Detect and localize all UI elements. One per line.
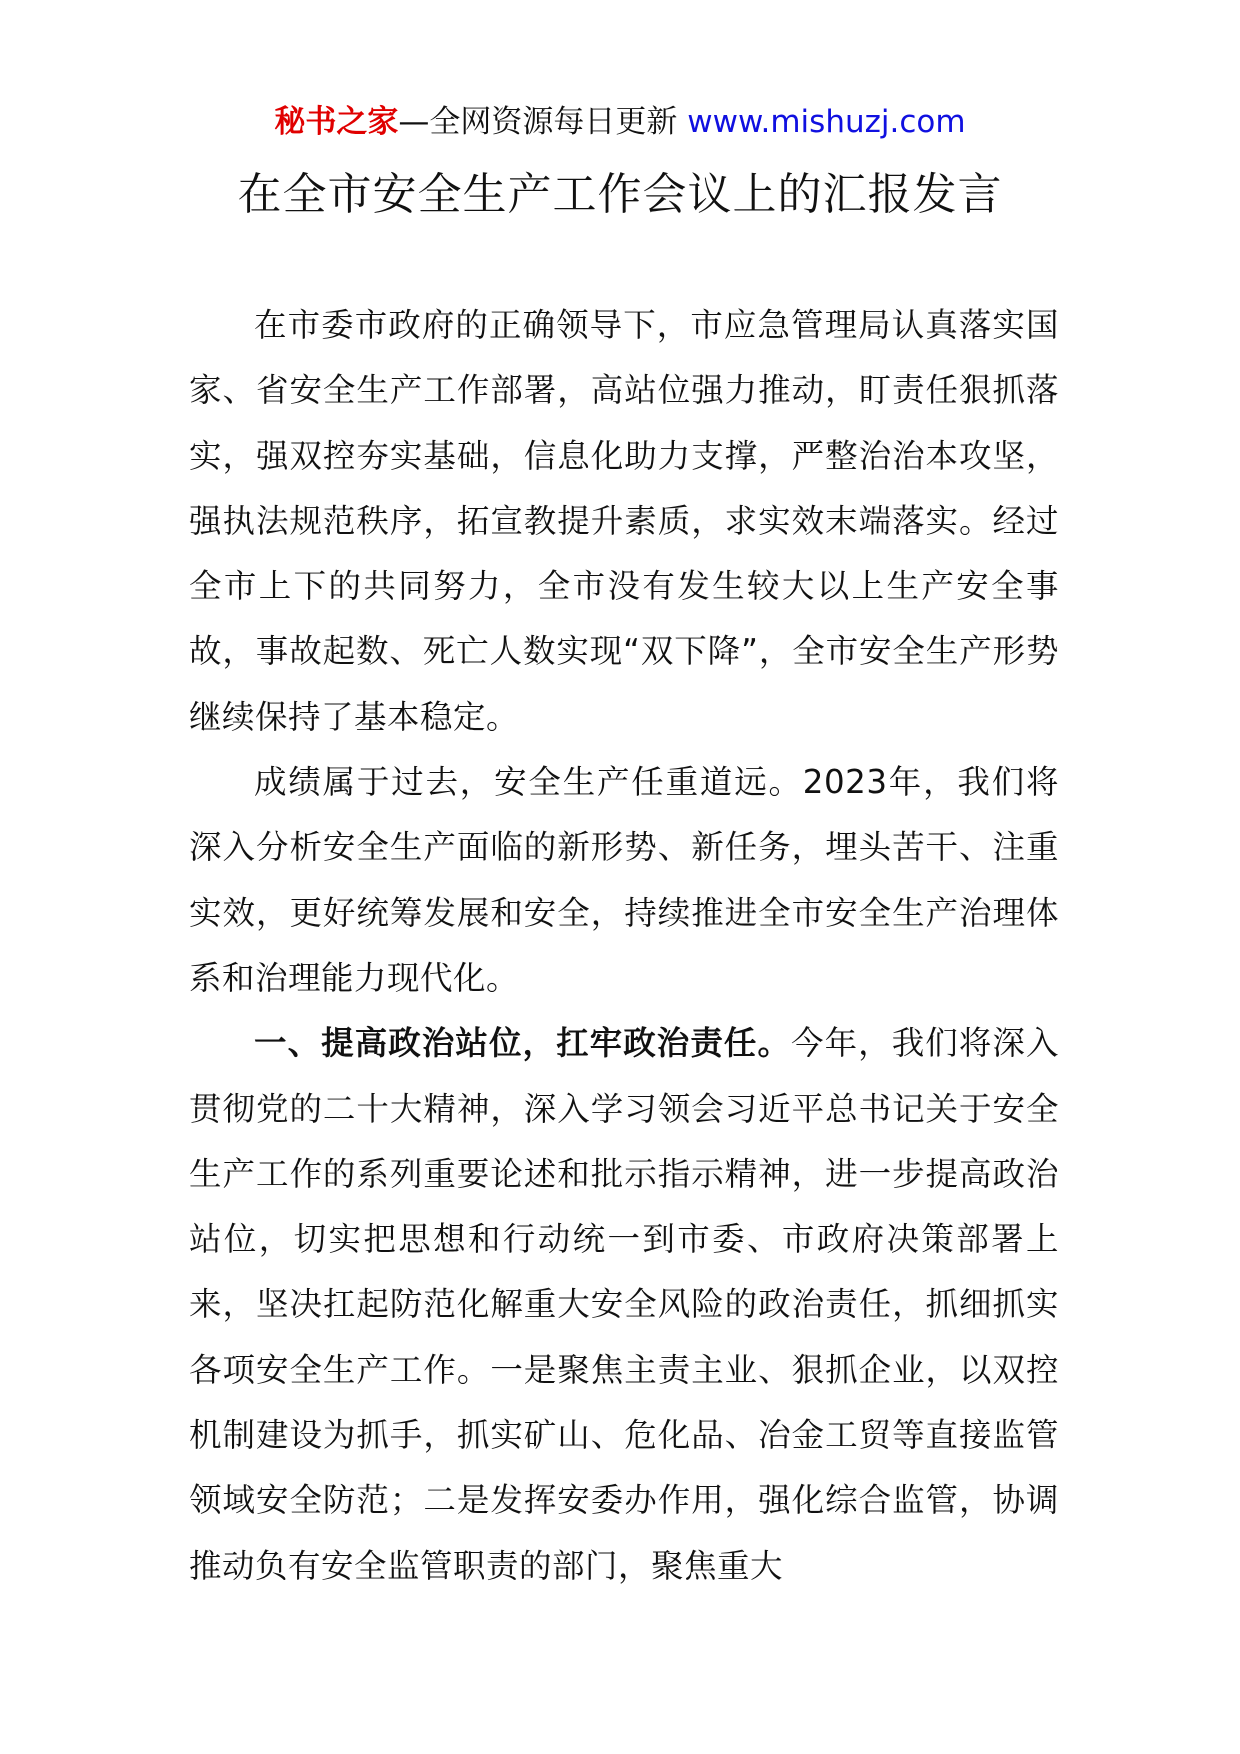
paragraph-2-text: 成绩属于过去，安全生产任重道远。2023年，我们将深入分析安全生产面临的新形势、新任务，埋头苦干、注重实效，更好统筹发展和安全，持续推进全市安全生产治理体系和治理能力现代化。 — [189, 763, 1059, 997]
section-heading: 一、提高政治站位，扛牢政治责任。 — [254, 1024, 792, 1063]
site-header — [0, 100, 1240, 144]
document-title: 在全市安全生产工作会议上的汇报发言 — [237, 169, 1003, 220]
paragraph-3 — [189, 1011, 1059, 1599]
site-url: www.mishuzj.com — [687, 104, 966, 140]
paragraph-3-text: 今年，我们将深入贯彻党的二十大精神，深入学习领会习近平总书记关于安全生产工作的系列重要论述和批示指示精神，进一步提高政治站位，切实把思想和行动统一到市委、市政府决策部署上来，坚决扛起防范化解重大安全风险的政治责任，抓细抓实各项安全生产工作。一是聚焦主责主业、狠抓企业，以双控机制建设为抓手，抓实矿山、危化品、冶金工贸等直接监管领域安全防范；二是发挥安委办作用，强化综合监管，协调推动负有安全监管职责的部门，聚焦重大 — [189, 1024, 1059, 1585]
paragraph-2 — [189, 750, 1059, 1011]
paragraph-1 — [189, 293, 1059, 750]
brand-name: 秘书之家 — [274, 104, 399, 140]
document-body — [189, 293, 1059, 1599]
site-slogan: —全网资源每日更新 — [398, 104, 678, 140]
paragraph-1-text: 在市委市政府的正确领导下，市应急管理局认真落实国家、省安全生产工作部署，高站位强力推动，盯责任狠抓落实，强双控夯实基础，信息化助力支撑，严整治治本攻坚，强执法规范秩序，拓宣教提升素质，求实效末端落实。经过全市上下的共同努力，全市没有发生较大以上生产安全事故，事故起数、死亡人数实现“双下降”，全市安全生产形势继续保持了基本稳定。 — [189, 306, 1059, 736]
